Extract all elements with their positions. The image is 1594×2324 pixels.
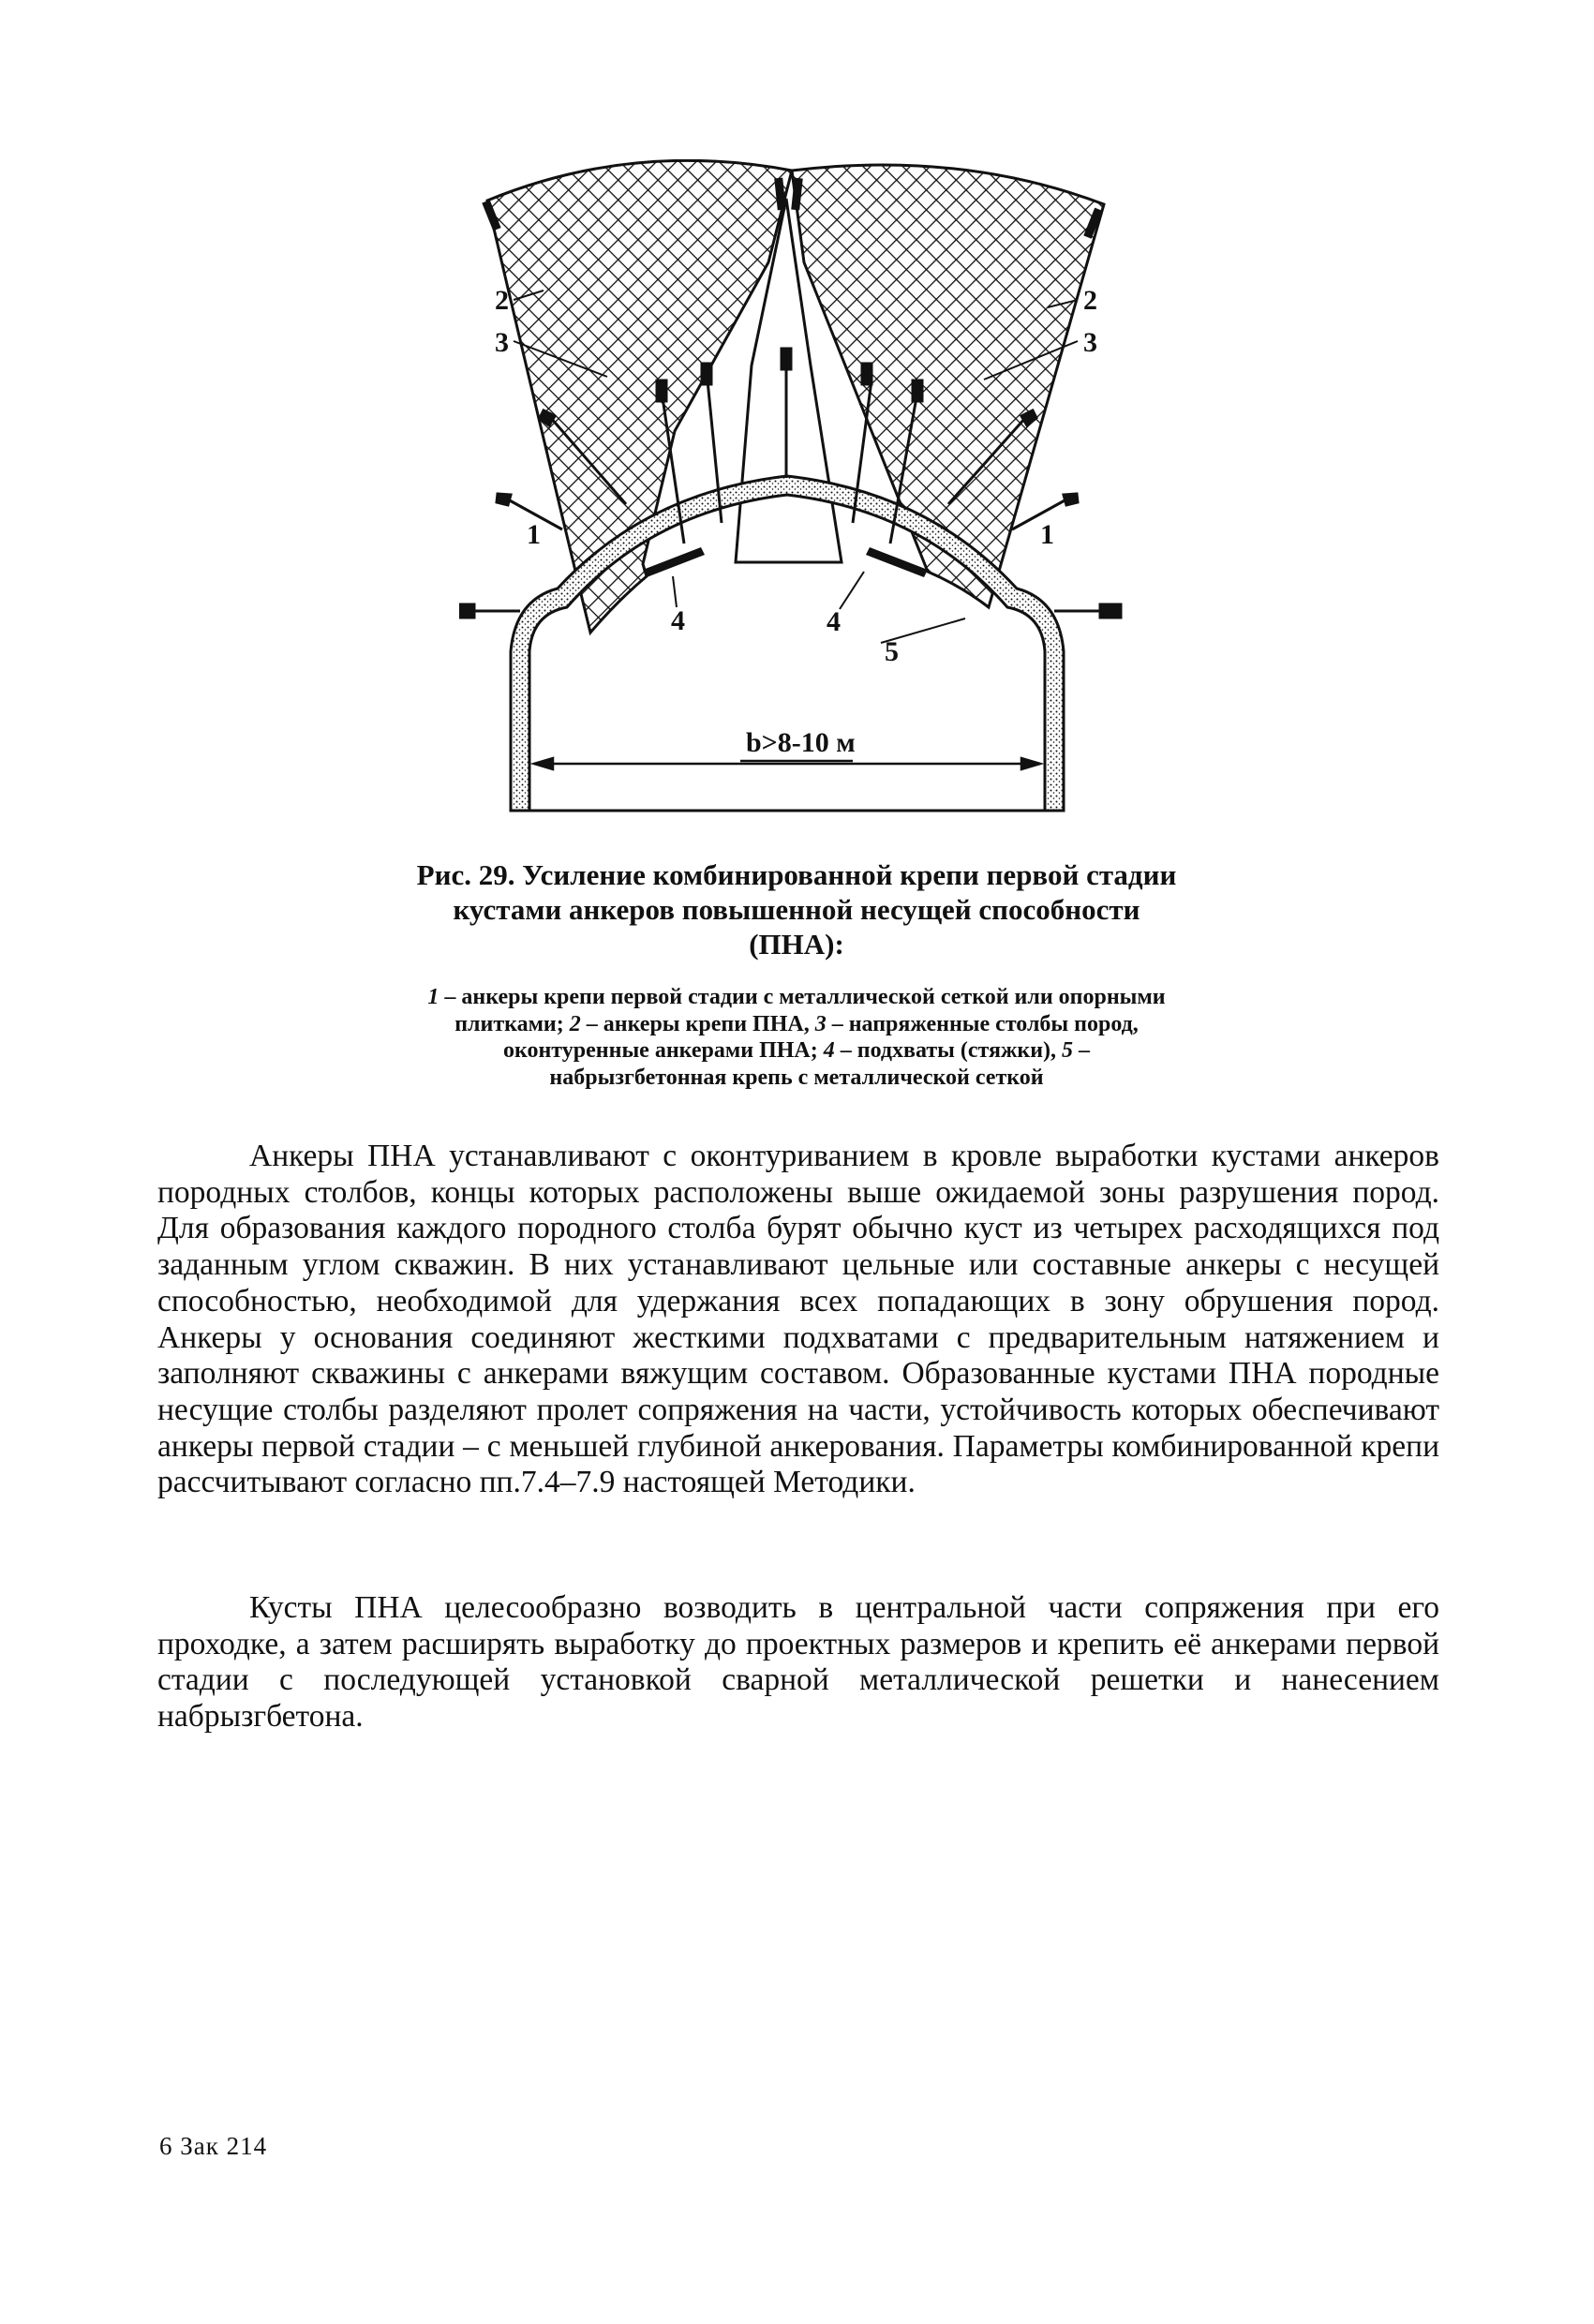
caption-prefix: Рис. 29. [416,858,515,891]
paragraph-2-text: Кусты ПНА целесообразно возводить в центральной части сопряжения при его проходке, а затем расширять выработку до проектных размеров и крепить её анкерами первой стадии с последующей установкой сварной металлической решетки и нанесением набрызгбетона. [157,1590,1439,1735]
body-paragraph-1 [157,1139,1439,1501]
legend-num-2: 2 [569,1011,581,1036]
tunnel-support-diagram [459,159,1134,815]
legend-num-4: 4 [823,1038,835,1063]
label-4-right: 4 [827,606,841,637]
span-dimension [534,758,1040,769]
legend-text-2: – анкеры крепи ПНА, [580,1011,815,1036]
legend-text-1: – анкеры крепи первой стадии с металлической сеткой или опорными плитками; [439,985,1166,1036]
label-5: 5 [885,636,899,667]
page-footer: 6 Зак 214 [159,2132,268,2160]
label-2-left: 2 [495,285,509,316]
legend-text-5: – набрызгбетонная крепь с металлической сеткой [549,1038,1091,1090]
label-4-left: 4 [671,605,685,636]
legend-num-1: 1 [427,985,439,1009]
paragraph-1-text: Анкеры ПНА устанавливают с оконтуриванием в кровле выработки кустами анкеров породных столбов, концы которых расположены выше ожидаемой зоны разрушения пород. Для образования каждого породного столба бурят обычно куст из четырех расходящихся под заданным углом скважин. В них устанавливают цельные или составные анкеры с несущей способностью, необходимой для удержания всех попадающих в зону обрушения пород. Анкеры у основания соединяют жесткими подхватами с предварительным натяжением и заполняют скважины с анкерами вяжущим составом. Образованные кустами ПНА породные несущие столбы разделяют пролет сопряжения на части, устойчивость которых обеспечивают анкеры первой стадии – с меньшей глубиной анкерования. Параметры комбинированной крепи рассчитывают согласно пп.7.4–7.9 настоящей Методики. [157,1139,1439,1500]
label-3-right: 3 [1083,327,1097,358]
label-1-left: 1 [527,519,541,550]
body-paragraph-2 [157,1590,1439,1736]
figure-29 [459,159,1134,815]
legend-text-3: – напряженные столбы пород, оконтуренные анкерами ПНА; [502,1011,1139,1063]
legend-num-3: 3 [814,1011,827,1036]
label-1-right: 1 [1040,519,1054,550]
label-2-right: 2 [1083,285,1097,316]
figure-caption-title [412,857,1181,961]
figure-caption-legend [412,984,1181,1091]
legend-text-4: – подхваты (стяжки), [834,1038,1063,1063]
label-3-left: 3 [495,327,509,358]
legend-num-5: 5 [1062,1038,1074,1063]
span-label: b>8-10 м [746,727,856,758]
caption-title-text: Усиление комбинированной крепи первой стадии кустами анкеров повышенной несущей способности (ПНА): [453,858,1177,961]
